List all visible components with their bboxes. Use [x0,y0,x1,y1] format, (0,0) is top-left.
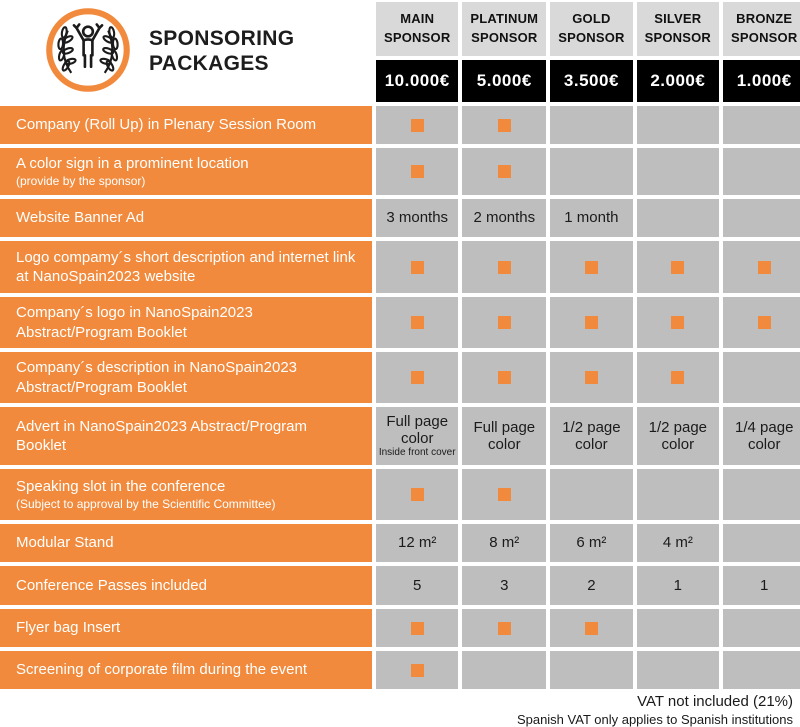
table-cell [376,199,458,237]
included-check-square [411,488,424,501]
table-cell [462,651,546,689]
row-label-text: Website Banner Ad [16,209,145,227]
table-cell [376,352,458,403]
table-cell [376,609,458,647]
table-cell [462,407,546,465]
row-label-text: Logo compamy´s short description and internet link at NanoSpain2023 website [16,248,356,285]
row-label-rollup [0,106,372,144]
table-cell [550,566,632,605]
cell-value: Full page color [386,412,449,447]
price-bronze: 1.000€ [723,60,800,102]
cell-value: Full page color [473,418,536,453]
sponsoring-packages-table [0,2,800,689]
included-check-square [498,488,511,501]
row-label-text: Company´s description in NanoSpain2023 Abstract/Program Booklet [16,359,298,396]
table-cell [637,469,719,520]
included-check-square [411,261,424,274]
row-label-text: Conference Passes included [16,576,207,594]
cell-value: 2 [587,576,596,594]
table-cell [637,407,719,465]
table-cell [462,609,546,647]
table-cell [462,148,546,195]
table-cell [462,241,546,293]
row-label-text: A color sign in a prominent location [16,155,249,173]
column-header-bronze: BRONZE SPONSOR [723,2,800,56]
table-cell [550,106,632,144]
cell-value: 3 [500,576,509,594]
table-cell [723,241,800,293]
table-cell [550,199,632,237]
table-cell [376,241,458,293]
included-check-square [498,261,511,274]
row-label-corporate-film [0,651,372,689]
included-check-square [498,622,511,635]
table-cell [550,352,632,403]
row-label-text: Screening of corporate film during the event [16,661,307,679]
cell-value: 8 m² [489,534,520,552]
included-check-square [411,119,424,132]
included-check-square [758,261,771,274]
table-cell [723,106,800,144]
cell-value: 1/4 page color [735,418,794,453]
table-cell [376,407,458,465]
included-check-square [411,371,424,384]
table-cell [723,524,800,562]
vat-detail: Spanish VAT only applies to Spanish institutions [516,711,793,727]
cell-note: Inside front cover [378,447,456,459]
table-cell [637,297,719,348]
row-sublabel-text: (Subject to approval by the Scientific Committee) [16,496,276,511]
row-label-conference-passes [0,566,372,605]
table-cell [376,106,458,144]
column-header-silver: SILVER SPONSOR [637,2,719,56]
row-label-flyer-bag [0,609,372,647]
included-check-square [411,664,424,677]
table-cell [462,106,546,144]
table-cell [637,106,719,144]
row-label-text: Advert in NanoSpain2023 Abstract/Program Booklet [16,417,307,454]
table-cell [376,469,458,520]
row-label-advert-booklet [0,407,372,465]
table-cell [637,524,719,562]
cell-value: 3 months [386,209,449,227]
table-cell [723,352,800,403]
included-check-square [411,165,424,178]
included-check-square [671,316,684,329]
table-cell [723,651,800,689]
cell-value: 5 [413,576,422,594]
row-label-logo-booklet [0,297,372,348]
row-label-text: Modular Stand [16,534,114,552]
included-check-square [758,316,771,329]
row-label-text: Company´s logo in NanoSpain2023 Abstract/Program Booklet [16,304,253,341]
table-cell [723,469,800,520]
table-cell [637,352,719,403]
price-gold: 3.500€ [550,60,632,102]
table-cell [550,609,632,647]
included-check-square [671,261,684,274]
table-cell [462,297,546,348]
included-check-square [498,371,511,384]
table-cell [550,297,632,348]
row-label-description-booklet [0,352,372,403]
table-cell [376,566,458,605]
table-cell [723,297,800,348]
table-cell [637,199,719,237]
included-check-square [498,316,511,329]
table-cell [462,469,546,520]
cell-value: 1 [673,576,682,594]
row-label-text: Speaking slot in the conference [16,478,226,496]
row-sublabel-text: (provide by the sponsor) [16,173,146,188]
table-cell [637,566,719,605]
table-cell [723,148,800,195]
table-cell [723,566,800,605]
row-label-speaking-slot [0,469,372,520]
row-label-logo-website [0,241,372,293]
table-cell [550,407,632,465]
table-cell [723,407,800,465]
included-check-square [411,622,424,635]
cell-value: 1 month [564,209,619,227]
included-check-square [671,371,684,384]
vat-footer [0,689,800,727]
table-cell [462,524,546,562]
row-label-color-sign [0,148,372,195]
row-label-website-banner [0,199,372,237]
included-check-square [498,165,511,178]
table-cell [723,199,800,237]
cell-value: 6 m² [576,534,607,552]
included-check-square [411,316,424,329]
table-cell [550,148,632,195]
cell-value: 12 m² [398,534,437,552]
table-cell [723,609,800,647]
row-label-text: Company (Roll Up) in Plenary Session Room [16,116,317,134]
table-cell [376,297,458,348]
included-check-square [585,261,598,274]
included-check-square [585,316,598,329]
included-check-square [585,371,598,384]
brand-header [0,2,372,102]
table-cell [376,524,458,562]
row-label-modular-stand [0,524,372,562]
cell-value: 1/2 page color [562,418,621,453]
column-header-platinum: PLATINUM SPONSOR [462,2,546,56]
page-title: SPONSORING PACKAGES [149,27,295,75]
price-main: 10.000€ [376,60,458,102]
table-cell [376,148,458,195]
cell-value: 2 months [473,209,536,227]
included-check-square [498,119,511,132]
table-cell [376,651,458,689]
price-silver: 2.000€ [637,60,719,102]
laurel-person-icon [44,6,132,99]
table-cell [462,199,546,237]
table-cell [637,609,719,647]
table-cell [637,241,719,293]
cell-value: 1/2 page color [648,418,707,453]
table-cell [550,241,632,293]
table-cell [462,352,546,403]
price-platinum: 5.000€ [462,60,546,102]
table-cell [637,651,719,689]
row-label-text: Flyer bag Insert [16,619,121,637]
cell-value: 1 [760,576,769,594]
table-cell [550,524,632,562]
column-header-main: MAIN SPONSOR [376,2,458,56]
cell-value: 4 m² [662,534,693,552]
table-cell [550,651,632,689]
table-cell [462,566,546,605]
table-cell [550,469,632,520]
table-cell [637,148,719,195]
included-check-square [585,622,598,635]
column-header-gold: GOLD SPONSOR [550,2,632,56]
vat-note: VAT not included (21%) [637,693,793,710]
